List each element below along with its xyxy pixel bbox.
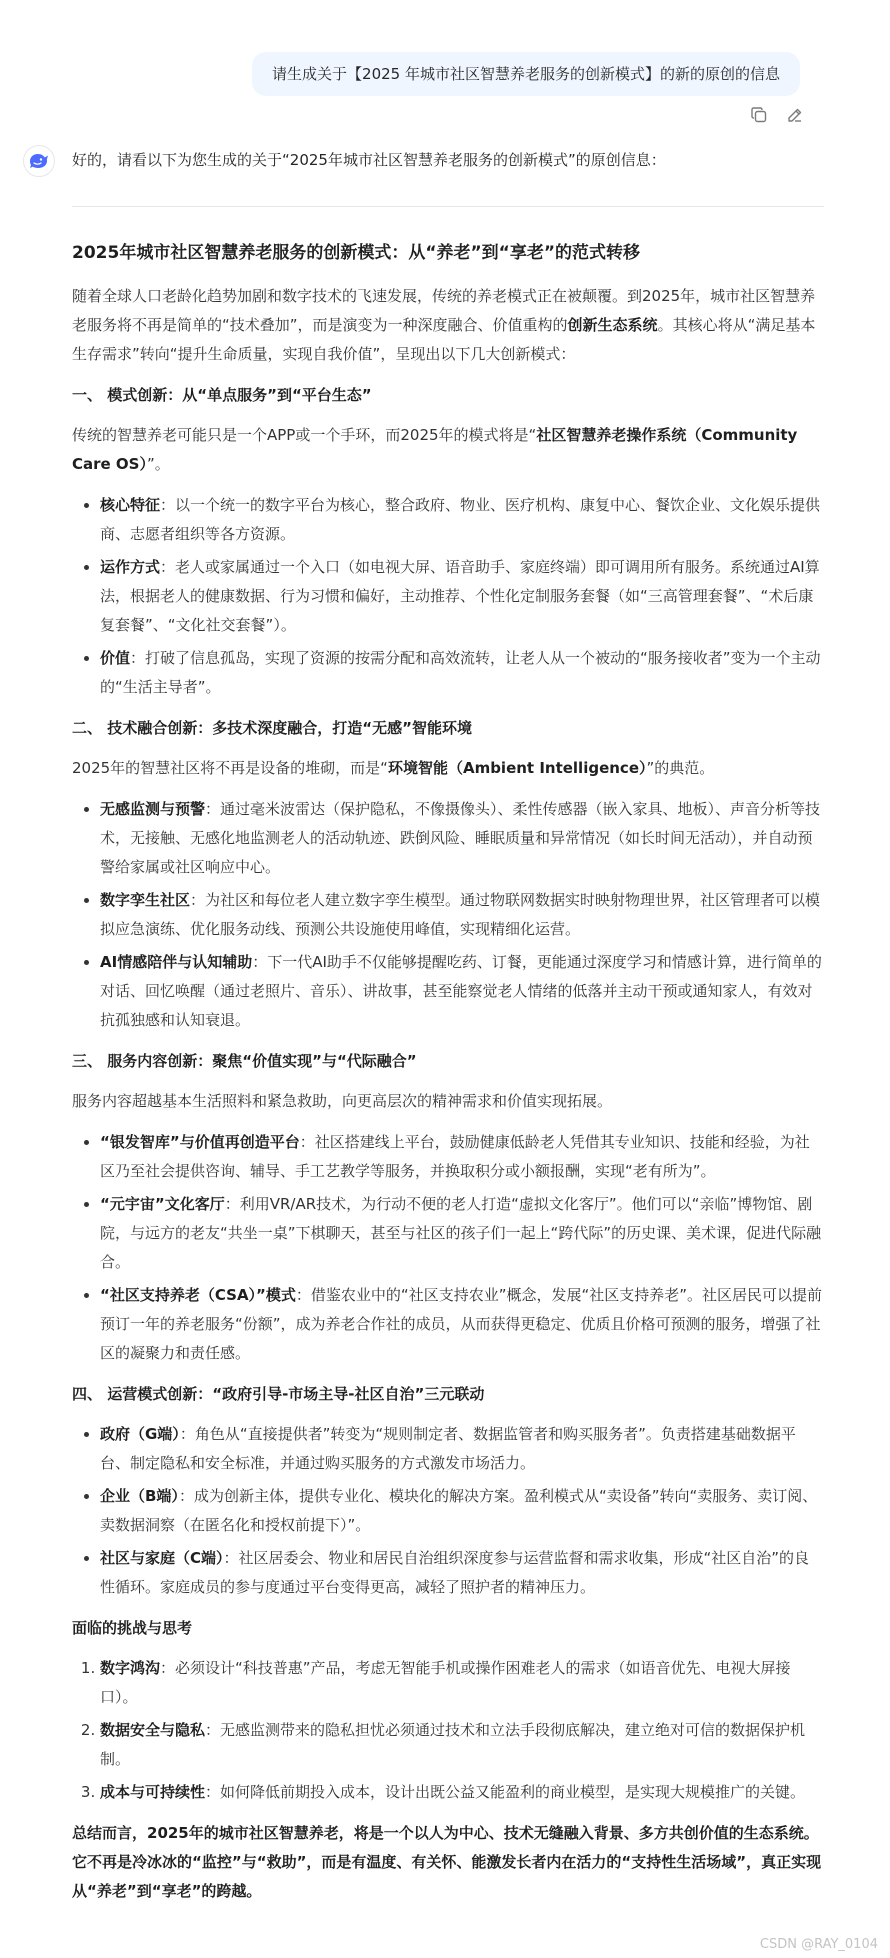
- bullet-list: [72, 1420, 824, 1602]
- intro-paragraph: 随着全球人口老龄化趋势加剧和数字技术的飞速发展，传统的养老模式正在被颠覆。到2025年，城市社区智慧养老服务将不再是简单的“技术叠加”，而是演变为一种深度融合、价值重构的创新生态系统。其核心将从“满足基本生存需求”转向“提升生命质量，实现自我价值”，呈现出以下几大创新模式：: [72, 287, 816, 363]
- section-heading: 二、 技术融合创新：多技术深度融合，打造“无感”智能环境: [72, 719, 472, 737]
- list-item: • 运作方式：老人或家属通过一个入口（如电视大屏、语音助手、家庭终端）即可调用所有服务。系统通过AI算法，根据老人的健康数据、行为习惯和偏好，主动推荐、个性化定制服务套餐（如“三高管理套餐”、“术后康复套餐”、“文化社交套餐”）。: [100, 553, 824, 640]
- list-item: • 数字孪生社区：为社区和每位老人建立数字孪生模型。通过物联网数据实时映射物理世界，社区管理者可以模拟应急演练、优化服务动线、预测公共设施使用峰值，实现精细化运营。: [100, 886, 824, 944]
- watermark: CSDN @RAY_0104: [759, 1937, 878, 1952]
- section-heading: 三、 服务内容创新：聚焦“价值实现”与“代际融合”: [72, 1052, 417, 1070]
- list-item: • 无感监测与预警：通过毫米波雷达（保护隐私，不像摄像头）、柔性传感器（嵌入家具、地板）、声音分析等技术，无接触、无感化地监测老人的活动轨迹、跌倒风险、睡眠质量和异常情况（如长时间无活动），并自动预警给家属或社区响应中心。: [100, 795, 824, 882]
- section-heading: 面临的挑战与思考: [72, 1619, 193, 1637]
- assistant-response: [72, 238, 824, 1918]
- section-heading: 一、 模式创新：从“单点服务”到“平台生态”: [72, 386, 372, 404]
- assistant-intro: 好的，请看以下为您生成的关于“2025年城市社区智慧养老服务的创新模式”的原创信息：: [72, 151, 666, 169]
- list-item: 1. 数字鸿沟：必须设计“科技普惠”产品，考虑无智能手机或操作困难老人的需求（如语音优先、电视大屏接口）。: [100, 1654, 824, 1712]
- list-item: • “社区支持养老（CSA）”模式：借鉴农业中的“社区支持农业”概念，发展“社区支持养老”。社区居民可以提前预订一年的养老服务“份额”，成为养老合作社的成员，从而获得更稳定、优质且价格可预测的服务，增强了社区的凝聚力和责任感。: [100, 1281, 824, 1368]
- list-item: • 政府（G端）：角色从“直接提供者”转变为“规则制定者、数据监管者和购买服务者”。负责搭建基础数据平台、制定隐私和安全标准，并通过购买服务的方式激发市场活力。: [100, 1420, 824, 1478]
- section-intro: 服务内容超越基本生活照料和紧急救助，向更高层次的精神需求和价值实现拓展。: [72, 1092, 613, 1110]
- list-item: • “元宇宙”文化客厅：利用VR/AR技术，为行动不便的老人打造“虚拟文化客厅”。他们可以“亲临”博物馆、剧院，与远方的老友“共坐一桌”下棋聊天，甚至与社区的孩子们一起上“跨代际”的历史课、美术课，促进代际融合。: [100, 1190, 824, 1277]
- list-item: • 价值：打破了信息孤岛，实现了资源的按需分配和高效流转，让老人从一个被动的“服务接收者”变为一个主动的“生活主导者”。: [100, 644, 824, 702]
- bullet-list: [72, 795, 824, 1035]
- message-actions: [748, 104, 806, 126]
- numbered-list: [72, 1654, 824, 1807]
- section-intro: 传统的智慧养老可能只是一个APP或一个手环，而2025年的模式将是“社区智慧养老操作系统（Community Care OS）”。: [72, 426, 798, 473]
- copy-icon[interactable]: [748, 104, 770, 126]
- edit-icon[interactable]: [784, 104, 806, 126]
- list-item: 2. 数据安全与隐私：无感监测带来的隐私担忧必须通过技术和立法手段彻底解决，建立绝对可信的数据保护机制。: [100, 1716, 824, 1774]
- list-item: • AI情感陪伴与认知辅助：下一代AI助手不仅能够提醒吃药、订餐，更能通过深度学习和情感计算，进行简单的对话、回忆唤醒（通过老照片、音乐）、讲故事，甚至能察觉老人情绪的低落并主动干预或通知家人，有效对抗孤独感和认知衰退。: [100, 948, 824, 1035]
- section-intro: 2025年的智慧社区将不再是设备的堆砌，而是“环境智能（Ambient Intelligence）”的典范。: [72, 759, 715, 777]
- user-message-bubble: 请生成关于【2025 年城市社区智慧养老服务的创新模式】的新的原创的信息: [252, 52, 800, 96]
- section-heading: 四、 运营模式创新：“政府引导-市场主导-社区自治”三元联动: [72, 1385, 485, 1403]
- bullet-list: [72, 491, 824, 702]
- divider: [72, 206, 824, 207]
- list-item: • 核心特征：以一个统一的数字平台为核心，整合政府、物业、医疗机构、康复中心、餐饮企业、文化娱乐提供商、志愿者组织等各方资源。: [100, 491, 824, 549]
- response-title: 2025年城市社区智慧养老服务的创新模式：从“养老”到“享老”的范式转移: [72, 243, 641, 263]
- list-item: 3. 成本与可持续性：如何降低前期投入成本，设计出既公益又能盈利的商业模型，是实现大规模推广的关键。: [100, 1778, 824, 1807]
- list-item: • 企业（B端）：成为创新主体，提供专业化、模块化的解决方案。盈利模式从“卖设备”转向“卖服务、卖订阅、卖数据洞察（在匿名化和授权前提下）”。: [100, 1482, 824, 1540]
- list-item: • “银发智库”与价值再创造平台：社区搭建线上平台，鼓励健康低龄老人凭借其专业知识、技能和经验，为社区乃至社会提供咨询、辅导、手工艺教学等服务，并换取积分或小额报酬，实现“老有所为”。: [100, 1128, 824, 1186]
- bullet-list: [72, 1128, 824, 1368]
- summary-paragraph: 总结而言，2025年的城市社区智慧养老，将是一个以人为中心、技术无缝融入背景、多方共创价值的生态系统。它不再是冷冰冰的“监控”与“救助”，而是有温度、有关怀、能激发长者内在活力的“支持性生活场域”，真正实现从“养老”到“享老”的跨越。: [72, 1824, 822, 1900]
- assistant-avatar-icon: [23, 145, 55, 177]
- list-item: • 社区与家庭（C端）：社区居委会、物业和居民自治组织深度参与运营监督和需求收集，形成“社区自治”的良性循环。家庭成员的参与度通过平台变得更高，减轻了照护者的精神压力。: [100, 1544, 824, 1602]
